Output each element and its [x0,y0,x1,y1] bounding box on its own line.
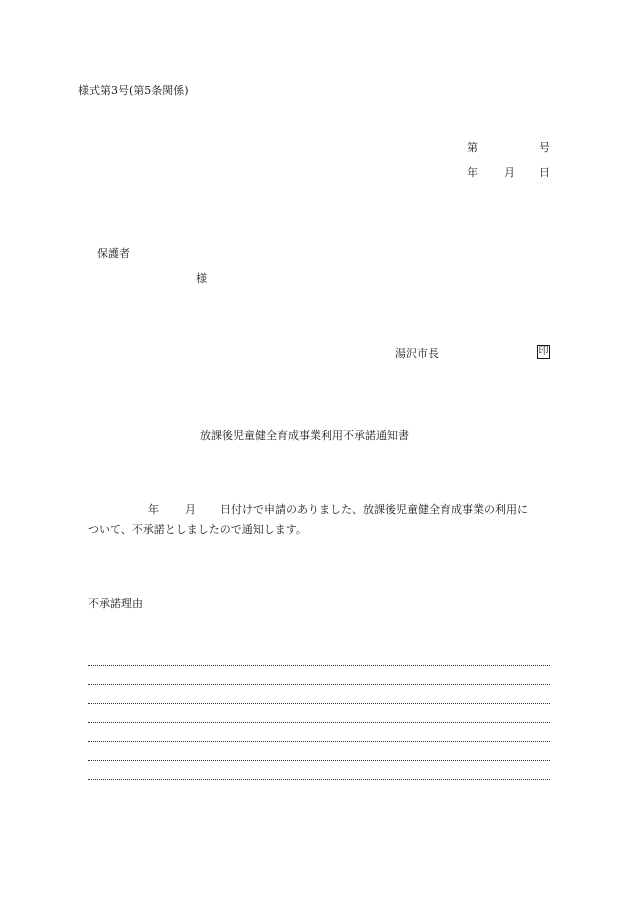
body-text-line-1: 日付けで申請のありました、放課後児童健全育成事業の利用に [220,503,528,516]
reason-label: 不承諾理由 [88,597,143,610]
document-number-prefix: 第 [467,141,478,154]
guardian-label: 保護者 [97,247,130,260]
date-day-label: 日 [539,166,550,179]
document-number-suffix: 号 [539,141,550,154]
honorific-sama: 様 [196,272,207,285]
seal-mark: 印 [538,346,549,357]
body-text-line-2: ついて、不承諾としましたので通知します。 [88,523,307,536]
reason-dotted-line [88,722,550,723]
form-number: 様式第3号(第5条関係) [78,84,189,97]
reason-dotted-line [88,741,550,742]
reason-dotted-line [88,760,550,761]
reason-dotted-line [88,779,550,780]
reason-dotted-line [88,703,550,704]
date-month-label: 月 [504,166,515,179]
date-year-label: 年 [467,166,478,179]
issuer-name: 湯沢市長 [395,347,439,360]
reason-dotted-line [88,665,550,666]
body-month-label: 月 [185,503,196,516]
body-year-label: 年 [148,503,159,516]
reason-dotted-line [88,684,550,685]
document-title: 放課後児童健全育成事業利用不承諾通知書 [200,429,409,442]
